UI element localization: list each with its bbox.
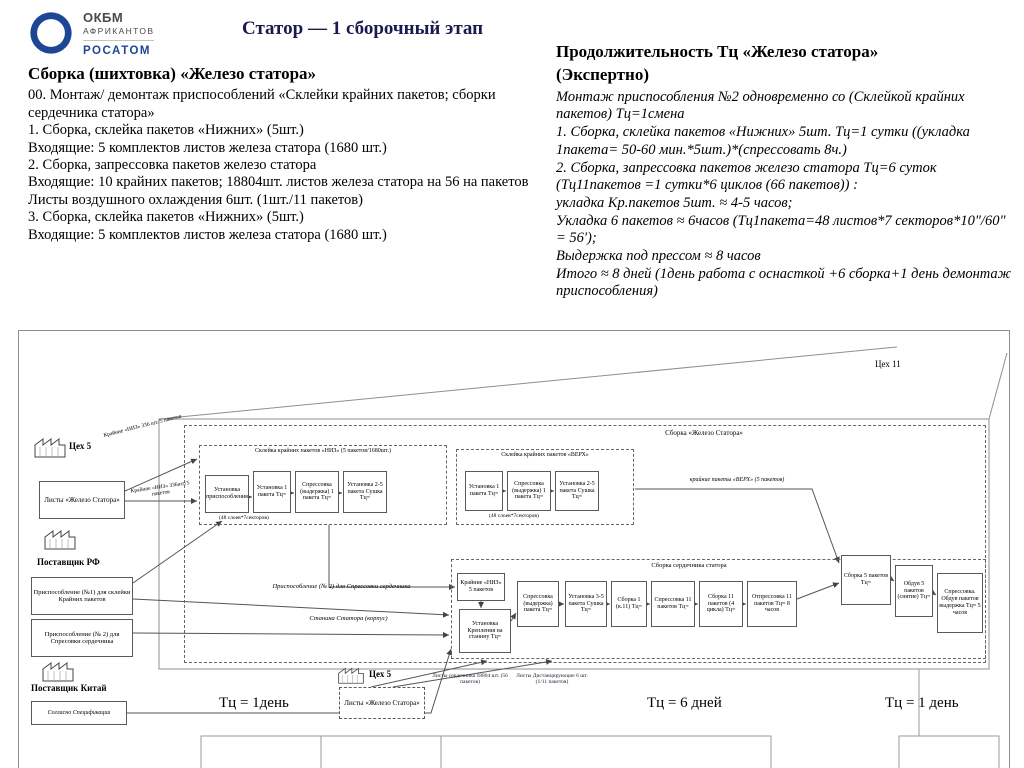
right-panel-heading: Продолжительность Тц «Железо статора» — [556, 42, 879, 61]
process-box: Установка 1 пакета Тц= — [465, 471, 503, 511]
tc-label-3: Тц = 1 день — [885, 695, 959, 711]
left-panel-line: Входящие: 5 комплектов листов железа статора (1680 шт.) — [28, 139, 387, 156]
right-panel-line: Выдержка под прессом ≈ 8 часов — [556, 247, 761, 264]
tool1-box: Приспособление (№1) для склейки Крайних пакетов — [31, 577, 133, 615]
glue-verh-caption: (48 слоев*7секторов) — [489, 513, 539, 519]
process-box: Спрессовка 11 пакетов Тц= — [651, 581, 695, 627]
process-box: Установка 3-5 пакета Сушка Тц= — [565, 581, 607, 627]
left-panel-line: 2. Сборка, запрессовка пакетов железо статора — [28, 156, 317, 173]
assembly-area-label: Сборка «Железо Статора» — [665, 429, 743, 437]
left-text-panel — [28, 64, 538, 244]
sheets-box: Листы «Железо Статора» — [39, 481, 125, 519]
sheets-core-flow-label: Листы сердечника 18804 шт. (56 пакетов) — [432, 673, 508, 686]
logo-brand: РОСАТОМ — [83, 40, 154, 57]
right-panel-heading-2: (Экспертно) — [556, 65, 649, 85]
logo-text — [83, 10, 154, 57]
process-box: Установка Крепления на станину Тц= — [459, 609, 511, 653]
process-box: Спрессовка. Обдув пакетов выдержка Тц≈ 5 часов — [937, 573, 983, 633]
process-box: Установка 2-5 пакета Сушка Тц= — [555, 471, 599, 511]
verh-packets-flow-label: крайние пакеты «ВЕРХ» (5 пакетов) — [689, 477, 785, 483]
right-panel-line: Итого ≈ 8 дней (1день работа с оснасткой +6 сборка+1 день демонтаж приспособления) — [556, 265, 1012, 300]
right-panel-line: Укладка 6 пакетов ≈ 6часов (Тц1пакета=48 листов*7 секторов*10"/60" = 56'); — [556, 212, 1006, 247]
china-spec-box: Согласно Спецификации — [31, 701, 127, 725]
sheets-box-bottom: Листы «Железо Статора» — [339, 687, 425, 719]
left-panel-line: 00. Монтаж/ демонтаж приспособлений «Склейки крайних пакетов; сборки сердечника статора» — [28, 87, 496, 121]
tc-label-2: Тц = 6 дней — [647, 695, 722, 711]
stanina-flow-label: Станина Статора (корпус) — [309, 615, 388, 622]
process-box: Сборка 11 пакетов (4 цикла) Тц= — [699, 581, 743, 627]
rosatom-logo-icon — [28, 10, 74, 61]
process-box: Отпрессовка 11 пакетов Тц≈ 8 часов — [747, 581, 797, 627]
right-panel-line: Монтаж приспособления №2 одновременно со (Склейкой крайних пакетов) Тц=1смена — [556, 88, 965, 123]
right-text-panel — [556, 42, 1014, 301]
process-box: Установка приспособления — [205, 475, 249, 513]
supplier-rf-label: Поставщик РФ — [37, 557, 100, 567]
tc-label-1: Тц = 1день — [219, 695, 289, 711]
tool2-box: Приспособление (№ 2) для Спресовки сердечника — [31, 619, 133, 657]
shop5-top-label: Цех 5 — [69, 441, 92, 451]
supplier-china-label: Поставщик Китай — [31, 683, 107, 693]
shop11-label: Цех 11 — [875, 359, 901, 369]
process-box: Сборка 5 пакетов Тц= — [841, 555, 891, 605]
page-title: Статор — 1 сборочный этап — [242, 18, 484, 39]
left-panel-line: Входящие: 5 комплектов листов железа статора (1680 шт.) — [28, 226, 387, 243]
sheets-dist-flow-label: Листы Дистанцирующие 6 шт. (1/11 пакетов) — [516, 673, 588, 686]
process-box: Сборка 1 (к.11) Тц= — [611, 581, 647, 627]
right-panel-line: 2. Сборка, запрессовка пакетов железо статора Тц=6 суток (Тц11пакетов =1 сутки*6 циклов (66 пакетов)) : — [556, 159, 937, 194]
left-panel-heading: Сборка (шихтовка) «Железо статора» — [28, 64, 317, 83]
process-diagram — [18, 330, 1010, 768]
glue-verh-label: Склейка крайних пакетов «ВЕРХ» — [501, 452, 589, 458]
process-box: Установка 2-5 пакета Сушка Тц= — [343, 471, 387, 513]
left-panel-line: 1. Сборка, склейка пакетов «Нижних» (5шт.) — [28, 122, 304, 139]
process-box: Спрессовка (выдержка) 1 пакета Тц= — [295, 471, 339, 513]
right-panel-line: укладка Кр.пакетов 5шт. ≈ 4-5 часов; — [556, 194, 793, 211]
shop5-bottom-label: Цех 5 — [369, 669, 392, 679]
factory-icon — [33, 435, 67, 464]
process-box: Спрессовка (выдержка) 1 пакета Тц= — [507, 471, 551, 511]
niz-edge-label-side: Крайние «НИЗ» 336шт./5 пакетов — [130, 480, 190, 498]
process-box: Установка 1 пакета Тц= — [253, 471, 291, 513]
left-panel-line: Входящие: 10 крайних пакетов; 18804шт. листов железа статора на 56 на пакетов — [28, 174, 529, 191]
logo-org-subname: АФРИКАНТОВ — [83, 26, 155, 36]
process-box: Обдув 5 пакетов (снятие) Тц= — [895, 565, 933, 617]
tool2-flow-label: Приспособление (№ 2) для Спрессовки сердечника — [272, 583, 411, 590]
core-assembly-label: Сборка сердечника статора — [651, 562, 727, 569]
right-panel-line: 1. Сборка, склейка пакетов «Нижних» 5шт. Тц=1 сутки ((укладка 1пакета= 50-60 мин.*5шт.)*(спрессовать 8ч.) — [556, 124, 970, 158]
glue-niz-label: Склейка крайних пакетов «НИЗ» (5 пакетов/1680шт.) — [255, 448, 391, 454]
glue-niz-caption: (48 слоев*7секторов) — [219, 515, 269, 521]
logo-org-name: ОКБМ — [83, 10, 124, 25]
left-panel-line: Листы воздушного охлаждения 6шт. (1шт./11 пакетов) — [28, 191, 363, 208]
left-panel-line: 3. Сборка, склейка пакетов «Нижних» (5шт.) — [28, 209, 304, 226]
logo — [28, 10, 154, 61]
factory-icon — [43, 527, 77, 556]
process-box: Спрессовка (выдержка) пакета Тц= — [517, 581, 559, 627]
process-box: Крайние «НИЗ» 5 пакетов — [457, 573, 505, 601]
niz-edge-label-top: Крайние «НИЗ» 336 шт./5 пакетов — [103, 413, 183, 439]
